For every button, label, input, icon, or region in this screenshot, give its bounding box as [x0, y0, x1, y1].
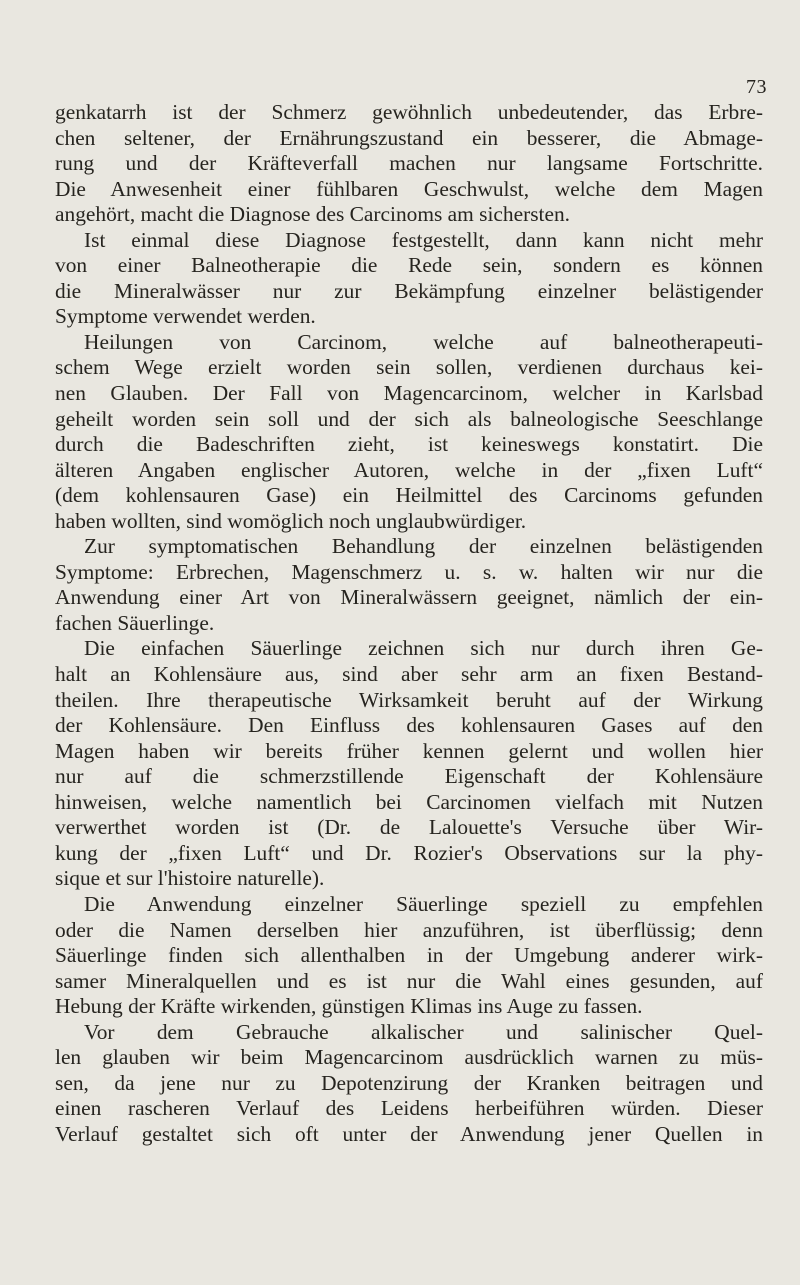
- text-line: hinweisen, welche namentlich bei Carcinomen vielfach mit Nutzen: [55, 789, 763, 814]
- text-line: haben wollten, sind womöglich noch unglaubwürdiger.: [55, 508, 527, 533]
- text-line: sen, da jene nur zu Depotenzirung der Kranken beitragen und: [55, 1070, 763, 1095]
- text-line: Die einfachen Säuerlinge zeichnen sich nur durch ihren Ge-: [84, 636, 763, 661]
- text-line: einen rascheren Verlauf des Leidens herbeiführen würden. Dieser: [55, 1096, 763, 1121]
- text-line: durch die Badeschriften zieht, ist keineswegs konstatirt. Die: [55, 432, 763, 457]
- text-line: (dem kohlensauren Gase) ein Heilmittel des Carcinoms gefunden: [55, 483, 763, 508]
- text-line: kung der „fixen Luft“ und Dr. Rozier's Observations sur la phy-: [55, 840, 763, 865]
- text-line: verwerthet worden ist (Dr. de Lalouette's Versuche über Wir-: [55, 815, 763, 840]
- text-line: genkatarrh ist der Schmerz gewöhnlich unbedeutender, das Erbre-: [55, 100, 763, 124]
- text-line: Anwendung einer Art von Mineralwässern geeignet, nämlich der ein-: [55, 585, 763, 610]
- text-line: von einer Balneotherapie die Rede sein, sondern es können: [55, 253, 763, 278]
- text-line: Die Anwendung einzelner Säuerlinge speziell zu empfehlen: [84, 891, 763, 916]
- text-line: fachen Säuerlinge.: [55, 610, 215, 635]
- text-line: Hebung der Kräfte wirkenden, günstigen Klimas ins Auge zu fassen.: [55, 994, 643, 1019]
- text-line: schem Wege erzielt worden sein sollen, verdienen durchaus kei-: [55, 355, 763, 380]
- text-line: der Kohlensäure. Den Einfluss des kohlensauren Gases auf den: [55, 713, 763, 738]
- text-line: len glauben wir beim Magencarcinom ausdrücklich warnen zu müs-: [55, 1045, 763, 1070]
- text-line: Verlauf gestaltet sich oft unter der Anwendung jener Quellen in: [55, 1121, 763, 1146]
- text-line: Symptome verwendet werden.: [55, 304, 316, 329]
- text-line: oder die Namen derselben hier anzuführen, ist überflüssig; denn: [55, 917, 763, 942]
- text-line: theilen. Ihre therapeutische Wirksamkeit beruht auf der Wirkung: [55, 687, 763, 712]
- text-line: angehört, macht die Diagnose des Carcinoms am sichersten.: [55, 202, 571, 227]
- text-line: Ist einmal diese Diagnose festgestellt, dann kann nicht mehr: [84, 227, 763, 252]
- text-line: Symptome: Erbrechen, Magenschmerz u. s. w. halten wir nur die: [55, 559, 763, 584]
- text-line: sique et sur l'histoire naturelle).: [55, 866, 325, 891]
- text-line: samer Mineralquellen und es ist nur die Wahl eines gesunden, auf: [55, 968, 763, 993]
- text-line: halt an Kohlensäure aus, sind aber sehr arm an fixen Bestand-: [55, 662, 763, 687]
- text-line: die Mineralwässer nur zur Bekämpfung einzelner belästigender: [55, 278, 763, 303]
- text-line: nen Glauben. Der Fall von Magencarcinom, welcher in Karlsbad: [55, 381, 763, 406]
- text-line: Die Anwesenheit einer fühlbaren Geschwulst, welche dem Magen: [55, 176, 763, 201]
- text-line: Heilungen von Carcinom, welche auf balneotherapeuti-: [84, 329, 763, 354]
- text-line: älteren Angaben englischer Autoren, welche in der „fixen Luft“: [55, 457, 763, 482]
- text-line: nur auf die schmerzstillende Eigenschaft der Kohlensäure: [55, 764, 763, 789]
- text-line: Vor dem Gebrauche alkalischer und salinischer Quel-: [84, 1019, 763, 1044]
- text-line: Säuerlinge finden sich allenthalben in der Umgebung anderer wirk-: [55, 943, 763, 968]
- text-line: Zur symptomatischen Behandlung der einzelnen belästigenden: [84, 534, 763, 559]
- body-text: [55, 100, 763, 1147]
- text-line: rung und der Kräfteverfall machen nur langsame Fortschritte.: [55, 151, 763, 176]
- text-line: Magen haben wir bereits früher kennen gelernt und wollen hier: [55, 738, 763, 763]
- text-line: chen seltener, der Ernährungszustand ein besserer, die Abmage-: [55, 125, 763, 150]
- page-number: 73: [746, 76, 767, 98]
- text-line: geheilt worden sein soll und der sich als balneologische Seeschlange: [55, 406, 763, 431]
